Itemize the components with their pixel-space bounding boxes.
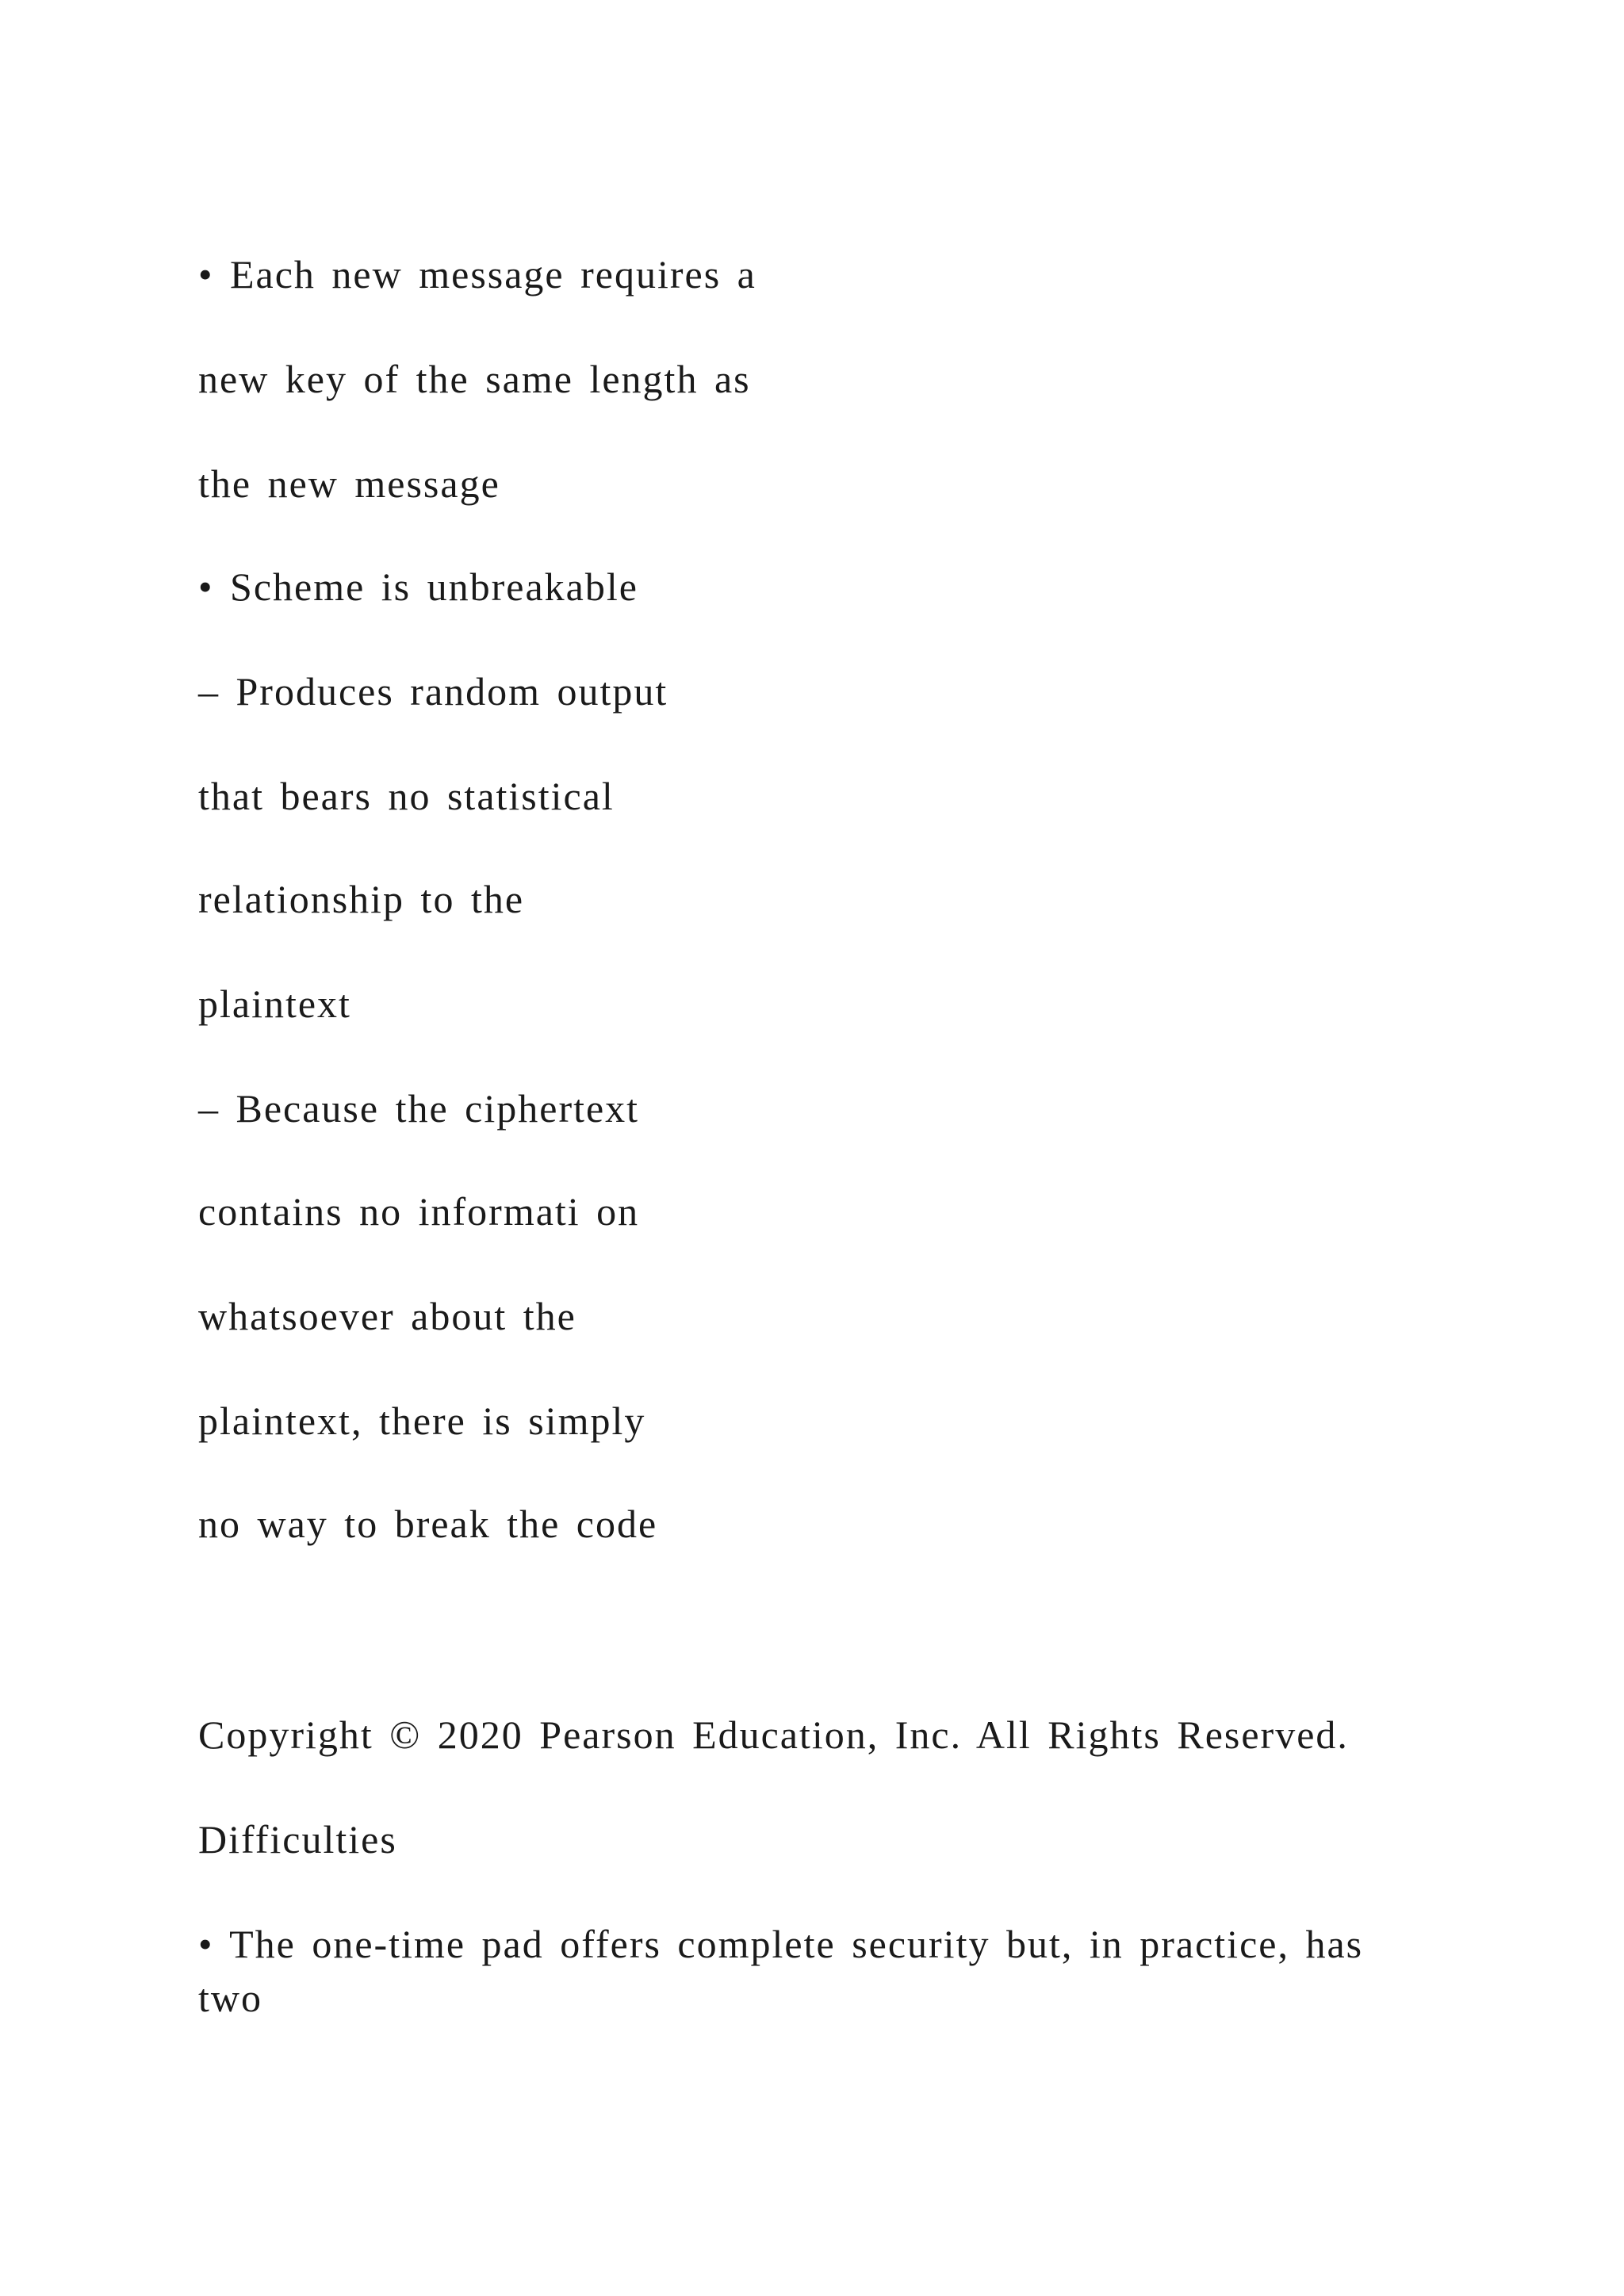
text-line: new key of the same length as [198, 357, 751, 401]
text-line: whatsoever about the [198, 1294, 576, 1338]
dash-because-ciphertext: – Because the ciphertext [198, 1086, 640, 1131]
text-line: plaintext [198, 982, 351, 1026]
bullet-one-time-pad: • The one-time pad offers complete security but, in practice, has two [198, 1922, 1364, 2020]
text-line: the new message [198, 461, 500, 506]
bullet-each-new-message: • Each new message requires a [198, 252, 756, 297]
text-line: contains no informati on [198, 1189, 640, 1234]
section-heading: Difficulties [198, 1817, 397, 1862]
dash-produces-random-output: – Produces random output [198, 669, 668, 714]
bullet-scheme-unbreakable: • Scheme is unbreakable [198, 564, 638, 609]
text-line: relationship to the [198, 877, 525, 921]
copyright-notice: Copyright © 2020 Pearson Education, Inc. All Rights Reserved. [198, 1712, 1349, 1757]
text-line: that bears no statistical [198, 774, 615, 818]
text-line: no way to break the code [198, 1502, 658, 1546]
text-line: plaintext, there is simply [198, 1399, 646, 1443]
